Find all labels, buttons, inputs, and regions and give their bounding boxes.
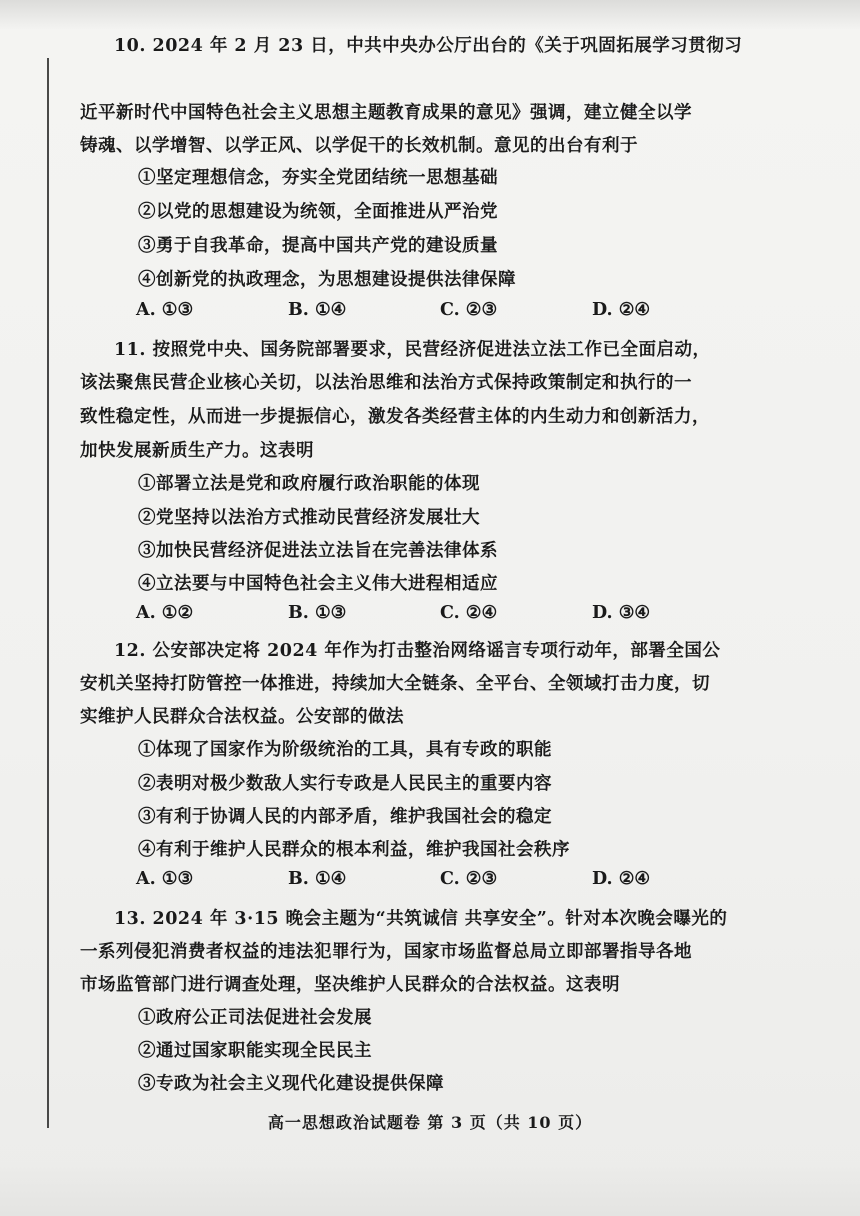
q11-option-2: ②党坚持以法治方式推动民营经济发展壮大	[138, 508, 480, 528]
q12-stem-line-3: 实维护人民群众合法权益。公安部的做法	[80, 707, 404, 727]
q12-option-1: ①体现了国家作为阶级统治的工具，具有专政的职能	[138, 740, 552, 760]
q10-stem-line-2: 近平新时代中国特色社会主义思想主题教育成果的意见》强调，建立健全以学	[80, 103, 692, 123]
q13-stem-line-3: 市场监管部门进行调查处理，坚决维护人民群众的合法权益。这表明	[80, 975, 620, 995]
q11-choice-d: D. ③④	[592, 603, 651, 623]
q10-option-4: ④创新党的执政理念，为思想建设提供法律保障	[138, 270, 516, 290]
q11-option-3: ③加快民营经济促进法立法旨在完善法律体系	[138, 541, 498, 561]
q11-choice-a: A. ①②	[136, 603, 194, 623]
scan-bottom-shadow	[0, 1160, 860, 1216]
q12-choice-a: A. ①③	[136, 869, 194, 889]
q11-option-1: ①部署立法是党和政府履行政治职能的体现	[138, 474, 480, 494]
q10-choice-a: A. ①③	[136, 300, 194, 320]
q13-option-3: ③专政为社会主义现代化建设提供保障	[138, 1074, 444, 1094]
q13-option-2: ②通过国家职能实现全民民主	[138, 1041, 372, 1061]
q11-stem-line-4: 加快发展新质生产力。这表明	[80, 441, 314, 461]
scan-top-shadow	[0, 0, 860, 30]
q12-stem-line-2: 安机关坚持打防管控一体推进，持续加大全链条、全平台、全领域打击力度，切	[80, 674, 710, 694]
q12-choices	[136, 869, 746, 889]
q12-choice-c: C. ②③	[440, 869, 498, 889]
q13-option-1: ①政府公正司法促进社会发展	[138, 1008, 372, 1028]
page-footer: 高一思想政治试题卷 第 3 页（共 10 页）	[267, 1113, 593, 1132]
q11-choice-b: B. ①③	[288, 603, 347, 623]
q11-choices	[136, 603, 746, 623]
q11-stem-line-2: 该法聚焦民营企业核心关切，以法治思维和法治方式保持政策制定和执行的一	[80, 373, 692, 393]
q12-choice-b: B. ①④	[288, 869, 347, 889]
q10-choice-b: B. ①④	[288, 300, 347, 320]
q10-choices	[136, 300, 746, 320]
q13-stem-line-2: 一系列侵犯消费者权益的违法犯罪行为，国家市场监督总局立即部署指导各地	[80, 942, 692, 962]
q10-stem-line-3: 铸魂、以学增智、以学正风、以学促干的长效机制。意见的出台有利于	[80, 136, 638, 156]
q10-stem-line-1: 10. 2024 年 2 月 23 日，中共中央办公厅出台的《关于巩固拓展学习贯彻习	[114, 36, 743, 56]
q13-stem-line-1: 13. 2024 年 3·15 晚会主题为“共筑诚信 共享安全”。针对本次晚会曝光的	[114, 909, 728, 929]
q11-choice-c: C. ②④	[440, 603, 498, 623]
q12-choice-d: D. ②④	[592, 869, 651, 889]
q12-stem-line-1: 12. 公安部决定将 2024 年作为打击整治网络谣言专项行动年，部署全国公	[114, 641, 721, 661]
q12-option-2: ②表明对极少数敌人实行专政是人民民主的重要内容	[138, 774, 552, 794]
q11-stem-line-1: 11. 按照党中央、国务院部署要求，民营经济促进法立法工作已全面启动，	[114, 340, 711, 360]
q10-choice-c: C. ②③	[440, 300, 498, 320]
binding-edge-line	[47, 58, 49, 1128]
q12-option-3: ③有利于协调人民的内部矛盾，维护我国社会的稳定	[138, 807, 552, 827]
q12-option-4: ④有利于维护人民群众的根本利益，维护我国社会秩序	[138, 840, 570, 860]
q11-stem-line-3: 致性稳定性，从而进一步提振信心，激发各类经营主体的内生动力和创新活力，	[80, 407, 710, 427]
q11-option-4: ④立法要与中国特色社会主义伟大进程相适应	[138, 574, 498, 594]
q10-option-1: ①坚定理想信念，夯实全党团结统一思想基础	[138, 168, 498, 188]
q10-option-3: ③勇于自我革命，提高中国共产党的建设质量	[138, 236, 498, 256]
q10-choice-d: D. ②④	[592, 300, 651, 320]
q10-option-2: ②以党的思想建设为统领，全面推进从严治党	[138, 202, 498, 222]
